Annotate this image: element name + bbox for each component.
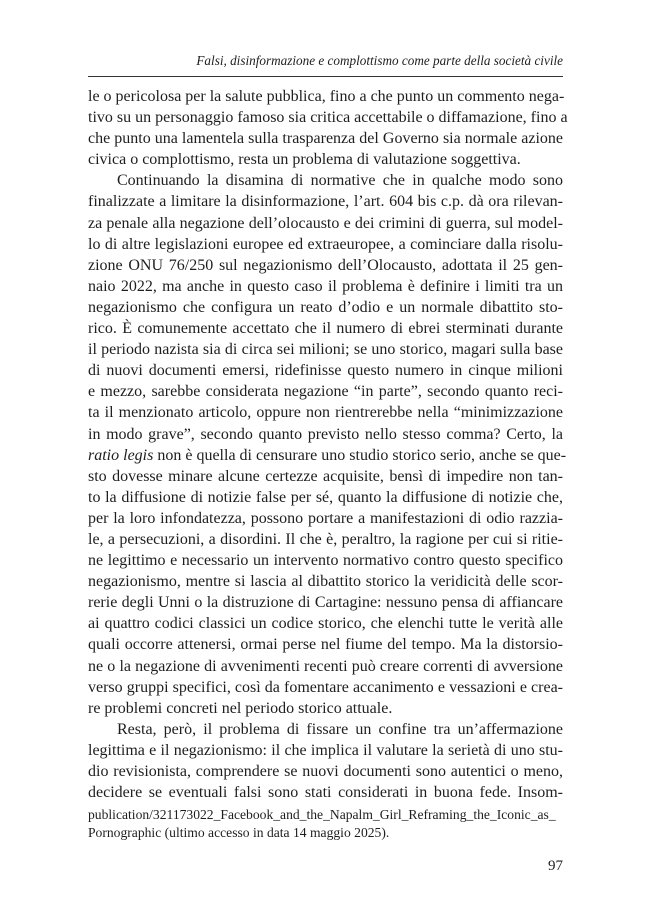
text-line: Continuando la disamina di normative che in qualche modo sono [117,172,563,190]
footnote [88,806,563,842]
text-line: legittima e il negazionismo: il che implica il valutare la serietà di uno stu- [88,741,563,759]
text-line: negazionismo, mentre si lascia al dibattito storico la veridicità delle scor- [88,573,563,591]
text-line: le o pericolosa per la salute pubblica, fino a che punto un commento nega- [88,88,565,105]
text-line: che punto una lamentela sulla trasparenza del Governo sia normale azione [88,130,563,148]
text-line: za penale alla negazione dell’olocausto e dei crimini di guerra, sul model- [88,214,563,232]
text-line: in modo grave”, secondo quanto previsto nello stesso comma? Certo, la [88,425,563,443]
text-line: rerie degli Unni o la distruzione di Cartagine: nessuno pensa di affiancare [88,594,563,612]
header-rule [88,76,563,77]
page-number: 97 [548,858,563,874]
text-line: quali occorre attenersi, ormai perse nel fiume del tempo. Ma la distorsio- [88,636,563,654]
text-line: sto dovesse minare alcune certezze acquisite, bensì di impedire non tan- [88,467,563,485]
footnote-line: Pornographic (ultimo accesso in data 14 maggio 2025). [88,825,390,840]
running-head: Falsi, disinformazione e complottismo come parte della società civile [196,53,563,68]
text-line: naio 2022, ma anche in questo caso il problema è definire i limiti tra un [88,277,563,295]
body-text [88,86,568,803]
text-line: ne legittimo e necessario un intervento normativo contro questo specifico [88,552,563,570]
text-line: verso gruppi specifici, così da fomentare accanimento e vessazioni e crea- [88,678,563,696]
text-line: e mezzo, sarebbe considerata negazione “in parte”, secondo quanto reci- [88,383,563,401]
text-line: il periodo nazista sia di circa sei milioni; se uno storico, magari sulla base [88,341,563,359]
text-line: civica o complottismo, resta un problema di valutazione soggettiva. [88,151,521,169]
text-line: le, a persecuzioni, a disordini. Il che è, peraltro, la ragione per cui si ritie- [88,530,563,548]
text-line: rico. È comunemente accettato che il numero di ebrei sterminati durante [88,320,563,338]
text-line: dio revisionista, comprendere se nuovi documenti sono autentici o meno, [88,763,563,780]
text-line: lo di altre legislazioni europee ed extraeuropee, a cominciare dalla risolu- [88,235,563,253]
text-line: tivo su un personaggio famoso sia critica accettabile o diffamazione, fino a [88,109,568,127]
text-line: decidere se eventuali falsi sono stati considerati in buona fede. Insom- [88,784,563,802]
text-line: ai quattro codici classici un codice storico, che elenchi tutte le verità alle [88,615,563,633]
text-line [88,445,567,466]
text-line: finalizzate a limitare la disinformazione, l’art. 604 bis c.p. dà ora rilevan- [88,193,563,211]
text-line: re problemi concreti nel periodo storico attuale. [88,699,393,717]
text-line: ne o la negazione di avvenimenti recenti può creare correnti di avversione [88,657,563,675]
text-line: negazionismo che configura un reato d’odio e un normale dibattito sto- [88,298,563,316]
italic-term: ratio legis [88,446,154,464]
text-line: di nuovi documenti emersi, ridefinisse questo numero in cinque milioni [88,362,563,380]
footnote-line: publication/321173022_Facebook_and_the_Napalm_Girl_Reframing_the_Iconic_as_ [88,807,556,822]
text-line: to la diffusione di notizie false per sé, quanto la diffusione di notizie che, [88,488,563,506]
text-line: ta il menzionato articolo, oppure non rientrerebbe nella “minimizzazione [88,404,563,422]
text-line: zione ONU 76/250 sul negazionismo dell’Olocausto, adottata il 25 gen- [88,256,563,274]
text-line: per la loro infondatezza, possono portare a manifestazioni di odio razzia- [88,509,563,527]
line-rest: non è quella di censurare uno studio storico serio, anche se que- [153,446,567,464]
text-line: Resta, però, il problema di fissare un confine tra un’affermazione [117,720,563,738]
